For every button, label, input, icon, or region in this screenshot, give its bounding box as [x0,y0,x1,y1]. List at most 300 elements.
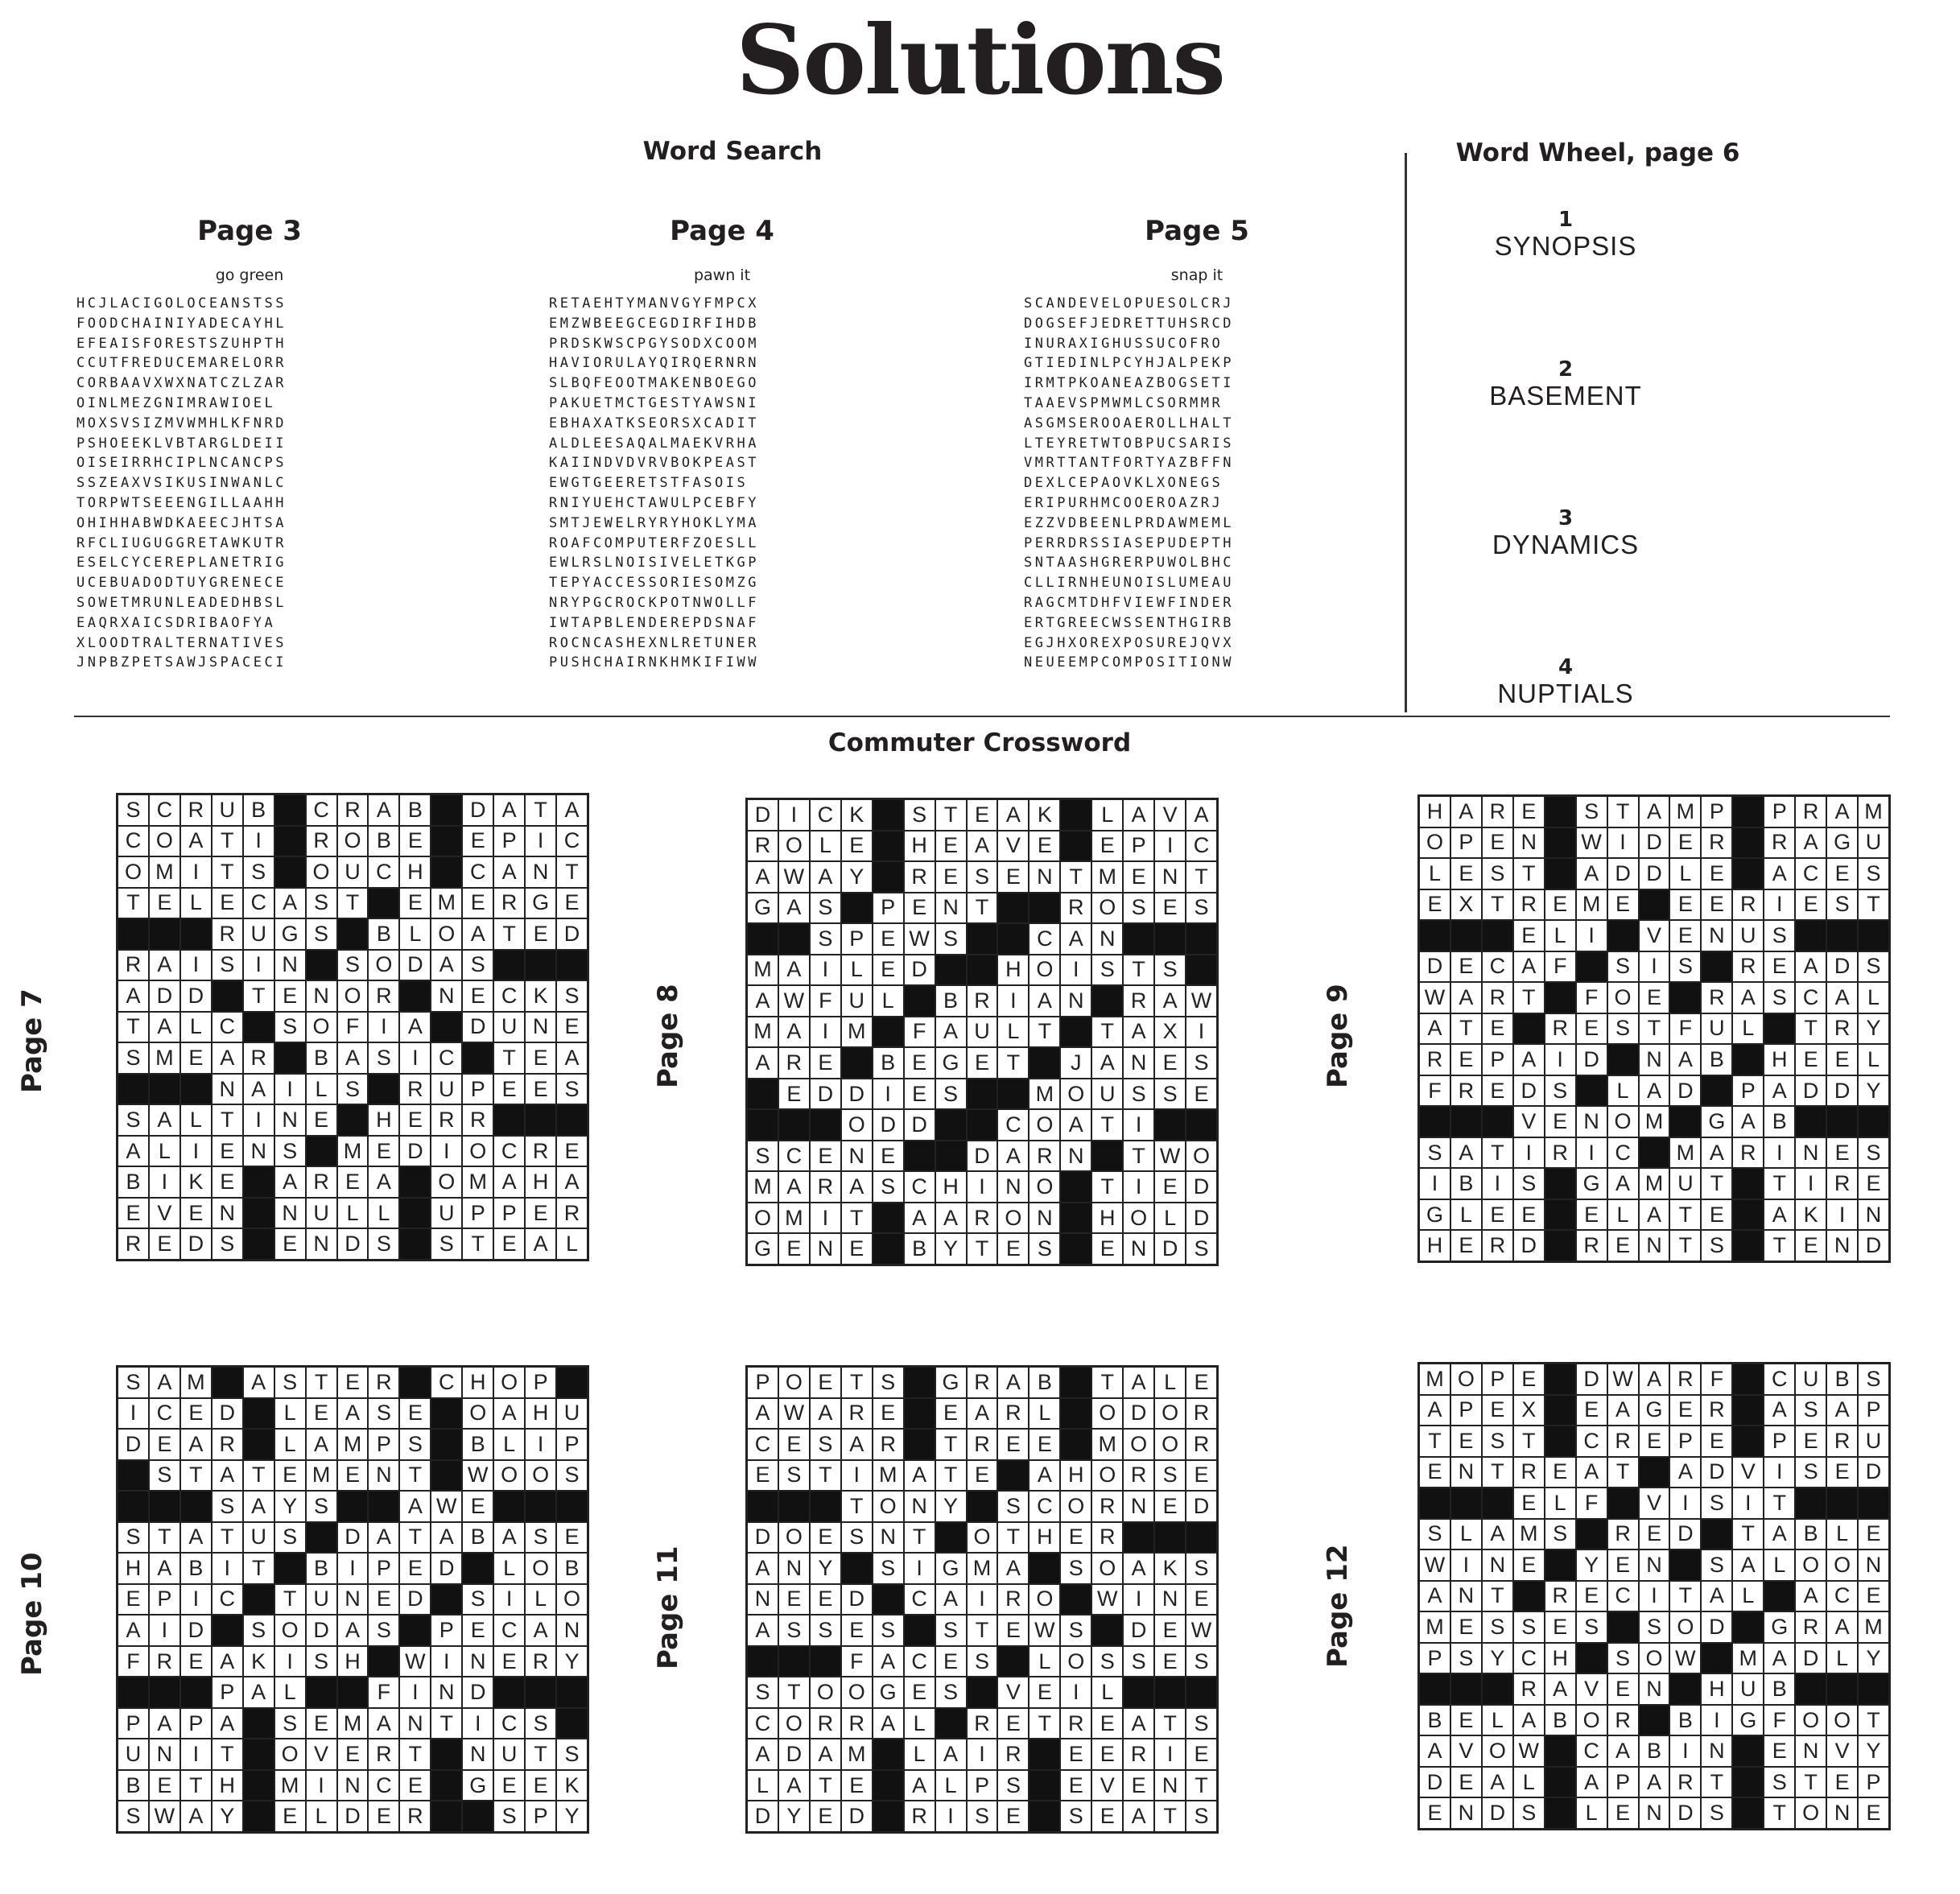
crossword-letter-cell: H [212,1770,243,1801]
crossword-letter-cell: L [1091,1677,1123,1708]
crossword-black-cell [306,1136,337,1167]
crossword-page-label: Page 9 [1322,984,1354,1088]
crossword-letter-cell: P [1764,1426,1795,1457]
crossword-black-cell [149,1677,180,1708]
crossword-letter-cell: I [180,1136,212,1167]
crossword-letter-cell: C [368,1770,399,1801]
crossword-letter-cell: E [556,1522,588,1554]
crossword-letter-cell: D [1186,1171,1217,1203]
crossword-letter-cell: O [1419,827,1450,859]
crossword-letter-cell: E [967,1460,998,1492]
crossword-letter-cell: T [1764,1230,1795,1261]
crossword-letter-cell: F [337,1012,369,1043]
crossword-letter-cell: S [556,1074,588,1105]
crossword-letter-cell: N [1123,1233,1154,1265]
crossword-letter-cell: T [212,826,243,857]
crossword-black-cell [747,1491,778,1522]
crossword-letter-cell: U [243,918,274,950]
crossword-letter-cell: R [1060,1708,1091,1739]
crossword-letter-cell: U [306,1198,337,1229]
crossword-letter-cell: L [493,1429,525,1460]
crossword-letter-cell: O [1123,1429,1154,1460]
crossword-letter-cell: A [368,1522,399,1554]
word-wheel-number: 3 [1558,506,1574,530]
crossword-letter-cell: I [1669,1735,1701,1767]
crossword-letter-cell: P [1701,796,1732,827]
crossword-letter-cell: A [1419,1013,1450,1045]
crossword-letter-cell: L [1154,1367,1186,1398]
crossword-letter-cell: E [904,1047,935,1079]
crossword-letter-cell: R [778,1047,810,1079]
crossword-letter-cell: F [368,1677,399,1708]
crossword-letter-cell: S [462,1584,493,1615]
word-search-row: RETAEHTYMANVGYFMPCX [549,295,759,312]
crossword-letter-cell: E [525,1770,556,1801]
word-search-page-4 [549,211,895,673]
crossword-letter-cell: A [1732,982,1764,1013]
crossword-letter-cell: H [118,1553,149,1584]
crossword-letter-cell: R [904,861,935,893]
crossword-letter-cell: L [1091,799,1123,831]
crossword-letter-cell: I [462,1708,493,1739]
crossword-black-cell [1732,1797,1764,1829]
crossword-letter-cell: N [212,1074,243,1105]
crossword-letter-cell: A [810,861,841,893]
crossword-letter-cell: S [1123,1079,1154,1110]
crossword-letter-cell: I [1123,1171,1154,1203]
crossword-letter-cell: E [399,1398,431,1430]
crossword-letter-cell: D [1795,1643,1826,1674]
crossword-letter-cell: E [1419,1797,1450,1829]
crossword-letter-cell: M [747,1017,778,1048]
crossword-letter-cell: E [1826,1767,1858,1798]
crossword-letter-cell: L [180,1012,212,1043]
crossword-letter-cell: O [337,826,369,857]
crossword-letter-cell: R [1701,982,1732,1013]
crossword-letter-cell: E [935,1646,967,1677]
crossword-letter-cell: P [431,1615,462,1646]
crossword-black-cell [556,1677,588,1708]
crossword-letter-cell: R [1701,1395,1732,1426]
crossword-letter-cell: I [873,1079,904,1110]
crossword-letter-cell: N [525,856,556,888]
crossword-letter-cell: B [118,1770,149,1801]
crossword-letter-cell: T [431,1708,462,1739]
crossword-black-cell [1450,920,1482,951]
crossword-letter-cell: E [1450,1611,1482,1643]
crossword-letter-cell: S [810,893,841,924]
crossword-letter-cell: A [1639,1075,1670,1107]
crossword-black-cell [118,1074,149,1105]
crossword-letter-cell: C [904,1646,935,1677]
crossword-letter-cell: P [1858,1767,1889,1798]
crossword-letter-cell: A [1764,858,1795,889]
crossword-letter-cell: T [1669,1199,1701,1231]
crossword-letter-cell: E [337,1166,369,1198]
crossword-letter-cell: E [1029,1677,1060,1708]
crossword-letter-cell: E [525,1198,556,1229]
crossword-letter-cell: E [212,1166,243,1198]
crossword-letter-cell: S [935,1677,967,1708]
crossword-letter-cell: L [1154,1203,1186,1234]
crossword-letter-cell: I [1639,951,1670,983]
crossword-letter-cell: S [873,1615,904,1646]
crossword-letter-cell: O [1123,1203,1154,1234]
crossword-letter-cell: L [1029,1646,1060,1677]
crossword-letter-cell: M [1858,796,1889,827]
crossword-letter-cell: N [1123,1491,1154,1522]
crossword-letter-cell: B [935,985,967,1017]
crossword-letter-cell: A [1607,1168,1639,1199]
crossword-letter-cell: E [462,1491,493,1522]
crossword-letter-cell: I [180,950,212,981]
crossword-letter-cell: D [747,1801,778,1832]
crossword-black-cell [431,1012,462,1043]
crossword-letter-cell: A [1732,1549,1764,1581]
crossword-letter-cell: L [1450,1199,1482,1231]
crossword-black-cell [778,1109,810,1141]
crossword-letter-cell: E [1060,1770,1091,1801]
crossword-letter-cell: L [1419,858,1450,889]
crossword-letter-cell: T [212,1104,243,1136]
crossword-letter-cell: I [967,1584,998,1615]
crossword-letter-cell: S [1576,1611,1607,1643]
crossword-letter-cell: N [1450,1581,1482,1612]
crossword-letter-cell: A [1186,799,1217,831]
crossword-letter-cell: R [556,1198,588,1229]
word-wheel-heading: Word Wheel, page 6 [1455,138,1740,167]
crossword-letter-cell: A [1639,1199,1670,1231]
crossword-letter-cell: S [149,1460,180,1492]
crossword-letter-cell: B [1764,1673,1795,1705]
crossword-letter-cell: N [1154,1584,1186,1615]
crossword-letter-cell: S [1186,1047,1217,1079]
crossword-letter-cell: A [1123,1367,1154,1398]
crossword-letter-cell: W [904,923,935,955]
crossword-letter-cell: N [1701,920,1732,951]
crossword-letter-cell: T [1764,1488,1795,1519]
crossword-black-cell [556,1104,588,1136]
crossword-letter-cell: I [1639,1581,1670,1612]
word-search-row: PUSHCHAIRNKHMKIFIWW [549,654,759,671]
crossword-letter-cell: T [493,1042,525,1074]
crossword-letter-cell: E [1154,893,1186,924]
crossword-letter-cell: W [1091,1584,1123,1615]
crossword-letter-cell: D [399,1584,431,1615]
crossword-black-cell [1029,1801,1060,1832]
crossword-letter-cell: T [493,918,525,950]
crossword-letter-cell: R [306,1166,337,1198]
crossword-letter-cell: B [180,1553,212,1584]
crossword-letter-cell: O [778,1367,810,1398]
crossword-letter-cell: K [1029,799,1060,831]
crossword-letter-cell: S [1701,1488,1732,1519]
page-title: Solutions [736,4,1224,116]
crossword-letter-cell: S [556,980,588,1012]
crossword-letter-cell: A [1123,799,1154,831]
word-search-row: RFCLIUGUGGRETAWKUTR [76,534,287,551]
crossword-black-cell [1545,1364,1576,1395]
crossword-letter-cell: E [1091,1801,1123,1832]
crossword-letter-cell: S [997,1770,1029,1801]
crossword-black-cell [1545,1735,1576,1767]
crossword-letter-cell: T [1154,1708,1186,1739]
crossword-letter-cell: I [1669,1488,1701,1519]
crossword-letter-cell: E [1826,1044,1858,1075]
crossword-letter-cell: A [556,1166,588,1198]
crossword-letter-cell: E [1545,1457,1576,1488]
crossword-letter-cell: E [997,1801,1029,1832]
crossword-letter-cell: D [967,1141,998,1172]
crossword-letter-cell: T [337,888,369,919]
crossword-letter-cell: A [1764,1395,1795,1426]
crossword-letter-cell: B [1826,1364,1858,1395]
crossword-black-cell [1639,1705,1670,1736]
crossword-black-cell [525,950,556,981]
crossword-letter-cell: N [337,1770,369,1801]
crossword-letter-cell: L [1669,858,1701,889]
crossword-letter-cell: T [1186,861,1217,893]
crossword-letter-cell: R [1669,1364,1701,1395]
crossword-letter-cell: I [841,1460,873,1492]
crossword-letter-cell: A [747,1739,778,1770]
crossword-letter-cell: E [1513,796,1545,827]
crossword-letter-cell: C [1795,858,1826,889]
crossword-letter-cell: X [1513,1395,1545,1426]
word-search-row: XLOODTRALTERNATIVES [76,634,287,651]
crossword-letter-cell: E [1669,920,1701,951]
crossword-letter-cell: T [1091,1367,1123,1398]
word-search-row: EMZWBEEGCEGDIRFIHDB [549,315,759,332]
crossword-black-cell [431,1801,462,1832]
crossword-letter-cell: O [1795,1797,1826,1829]
word-wheel-item [1405,506,1727,559]
crossword-black-cell [1732,1426,1764,1457]
crossword-letter-cell: O [337,980,369,1012]
crossword-letter-cell: C [462,856,493,888]
crossword-letter-cell: S [1482,1611,1513,1643]
crossword-letter-cell: I [967,1739,998,1770]
crossword-letter-cell: J [1060,1047,1091,1079]
crossword-letter-cell: A [1795,827,1826,859]
crossword-letter-cell: T [1607,1457,1639,1488]
crossword-letter-cell: N [1154,1770,1186,1801]
crossword-black-cell [935,1522,967,1554]
crossword-letter-cell: O [1607,982,1639,1013]
crossword-letter-cell: R [243,1042,274,1074]
crossword-letter-cell: P [1858,1395,1889,1426]
word-search-row: INURAXIGHUSSUCOFRO [1024,335,1223,352]
crossword-letter-cell: I [212,1553,243,1584]
crossword-black-cell [1732,858,1764,889]
crossword-letter-cell: H [1091,1203,1123,1234]
crossword-letter-cell: D [306,1615,337,1646]
crossword-letter-cell: E [1545,889,1576,921]
crossword-letter-cell: E [810,1047,841,1079]
crossword-letter-cell: R [1795,796,1826,827]
crossword-black-cell [337,1677,369,1708]
crossword-letter-cell: N [462,1646,493,1677]
crossword-black-cell [997,1646,1029,1677]
crossword-letter-cell: E [1795,1044,1826,1075]
crossword-black-cell [1669,1549,1701,1581]
crossword-letter-cell: A [243,1491,274,1522]
crossword-letter-cell: E [337,1367,369,1398]
crossword-letter-cell: M [1029,1079,1060,1110]
crossword-letter-cell: I [274,1646,306,1677]
crossword-letter-cell: C [212,1584,243,1615]
crossword-letter-cell: T [967,1233,998,1265]
crossword-letter-cell: P [149,1584,180,1615]
crossword-letter-cell: O [306,1012,337,1043]
crossword-grid [1417,1362,1891,1830]
crossword-letter-cell: A [873,1708,904,1739]
crossword-letter-cell: C [778,1141,810,1172]
crossword-letter-cell: A [212,1646,243,1677]
crossword-letter-cell: M [1639,1106,1670,1137]
crossword-letter-cell: L [556,1228,588,1260]
crossword-letter-cell: A [997,1553,1029,1584]
crossword-black-cell [212,980,243,1012]
crossword-letter-cell: L [904,1708,935,1739]
crossword-letter-cell: S [1701,1797,1732,1829]
crossword-letter-cell: O [1576,1705,1607,1736]
crossword-letter-cell: C [306,794,337,826]
crossword-black-cell [873,1584,904,1615]
crossword-letter-cell: E [1795,889,1826,921]
crossword-black-cell [1186,1677,1217,1708]
crossword-letter-cell: I [1795,1168,1826,1199]
crossword-letter-cell: C [212,1012,243,1043]
crossword-letter-cell: A [493,794,525,826]
crossword-letter-cell: A [1060,923,1091,955]
crossword-letter-cell: D [1513,1075,1545,1107]
crossword-letter-cell: F [810,985,841,1017]
crossword-letter-cell: E [1123,861,1154,893]
crossword-letter-cell: A [212,1460,243,1492]
crossword-letter-cell: A [180,1429,212,1460]
crossword-letter-cell: K [243,1646,274,1677]
crossword-letter-cell: O [967,1522,998,1554]
crossword-letter-cell: M [274,1770,306,1801]
crossword-letter-cell: O [493,1460,525,1492]
crossword-letter-cell: A [810,1739,841,1770]
crossword-black-cell [1513,1013,1545,1045]
crossword-black-cell [493,1677,525,1708]
crossword-letter-cell: R [212,918,243,950]
word-search-row: FOODCHAINIYADECAYHL [76,315,287,332]
crossword-letter-cell: B [243,794,274,826]
crossword-letter-cell: O [1091,893,1123,924]
crossword-letter-cell: O [1607,1106,1639,1137]
crossword-letter-cell: D [1669,1797,1701,1829]
crossword-black-cell [810,1109,841,1141]
crossword-letter-cell: S [873,1171,904,1203]
crossword-letter-cell: A [1419,1735,1450,1767]
crossword-letter-cell: T [1419,1426,1450,1457]
crossword-letter-cell: T [778,1677,810,1708]
crossword-letter-cell: S [1450,1643,1482,1674]
crossword-black-cell [873,1233,904,1265]
crossword-page-label: Page 10 [16,1552,48,1676]
crossword-letter-cell: E [1513,1549,1545,1581]
crossword-letter-cell: S [1545,1519,1576,1550]
crossword-letter-cell: Y [935,1233,967,1265]
crossword-letter-cell: E [997,1233,1029,1265]
crossword-letter-cell: M [1513,1519,1545,1550]
crossword-black-cell [149,1074,180,1105]
crossword-letter-cell: C [493,1708,525,1739]
crossword-letter-cell: R [1701,827,1732,859]
crossword-black-cell [180,918,212,950]
crossword-letter-cell: Y [1858,1075,1889,1107]
crossword-black-cell [997,923,1029,955]
crossword-letter-cell: S [243,856,274,888]
crossword-letter-cell: O [841,1677,873,1708]
crossword-black-cell [904,1141,935,1172]
crossword-letter-cell: E [399,888,431,919]
word-search-row: SOWETMRUNLEADEDHBSL [76,594,287,611]
crossword-letter-cell: E [1091,1739,1123,1770]
crossword-letter-cell: N [1639,1230,1670,1261]
crossword-letter-cell: R [1482,1230,1513,1261]
crossword-letter-cell: S [1764,1767,1795,1798]
crossword-letter-cell: L [274,1398,306,1430]
crossword-letter-cell: E [1795,1426,1826,1457]
crossword-letter-cell: I [399,1042,431,1074]
crossword-letter-cell: V [1154,799,1186,831]
crossword-letter-cell: S [1513,1797,1545,1829]
crossword-letter-cell: T [149,1522,180,1554]
crossword-letter-cell: D [180,1228,212,1260]
crossword-letter-cell: T [1091,1171,1123,1203]
crossword-black-cell [1154,923,1186,955]
crossword-letter-cell: E [1764,1735,1795,1767]
crossword-letter-cell: P [1482,1364,1513,1395]
crossword-letter-cell: R [1123,1739,1154,1770]
crossword-letter-cell: E [778,1233,810,1265]
crossword-black-cell [1545,1199,1576,1231]
crossword-letter-cell: O [1826,1549,1858,1581]
crossword-letter-cell: A [778,955,810,986]
crossword-letter-cell: A [1450,1137,1482,1169]
crossword-letter-cell: W [1154,1141,1186,1172]
crossword-black-cell [337,1491,369,1522]
crossword-letter-cell: R [967,985,998,1017]
crossword-black-cell [1450,1673,1482,1705]
crossword-letter-cell: S [778,1615,810,1646]
crossword-letter-cell: E [1545,1106,1576,1137]
crossword-letter-cell: R [967,1203,998,1234]
crossword-letter-cell: A [747,861,778,893]
crossword-letter-cell: A [997,1367,1029,1398]
crossword-letter-cell: N [525,1012,556,1043]
word-search-caption: go green [215,266,284,284]
crossword-letter-cell: C [1576,1735,1607,1767]
crossword-letter-cell: M [1858,1611,1889,1643]
crossword-letter-cell: E [149,1770,180,1801]
crossword-black-cell [1826,1488,1858,1519]
crossword-letter-cell: A [556,1042,588,1074]
crossword-letter-cell: L [1029,1398,1060,1430]
crossword-letter-cell: A [243,1074,274,1105]
crossword-letter-cell: Y [841,861,873,893]
crossword-letter-cell: A [1764,1199,1795,1231]
crossword-letter-cell: D [556,918,588,950]
crossword-letter-cell: E [180,1042,212,1074]
crossword-black-cell [1639,1137,1670,1169]
crossword-letter-cell: G [935,1047,967,1079]
